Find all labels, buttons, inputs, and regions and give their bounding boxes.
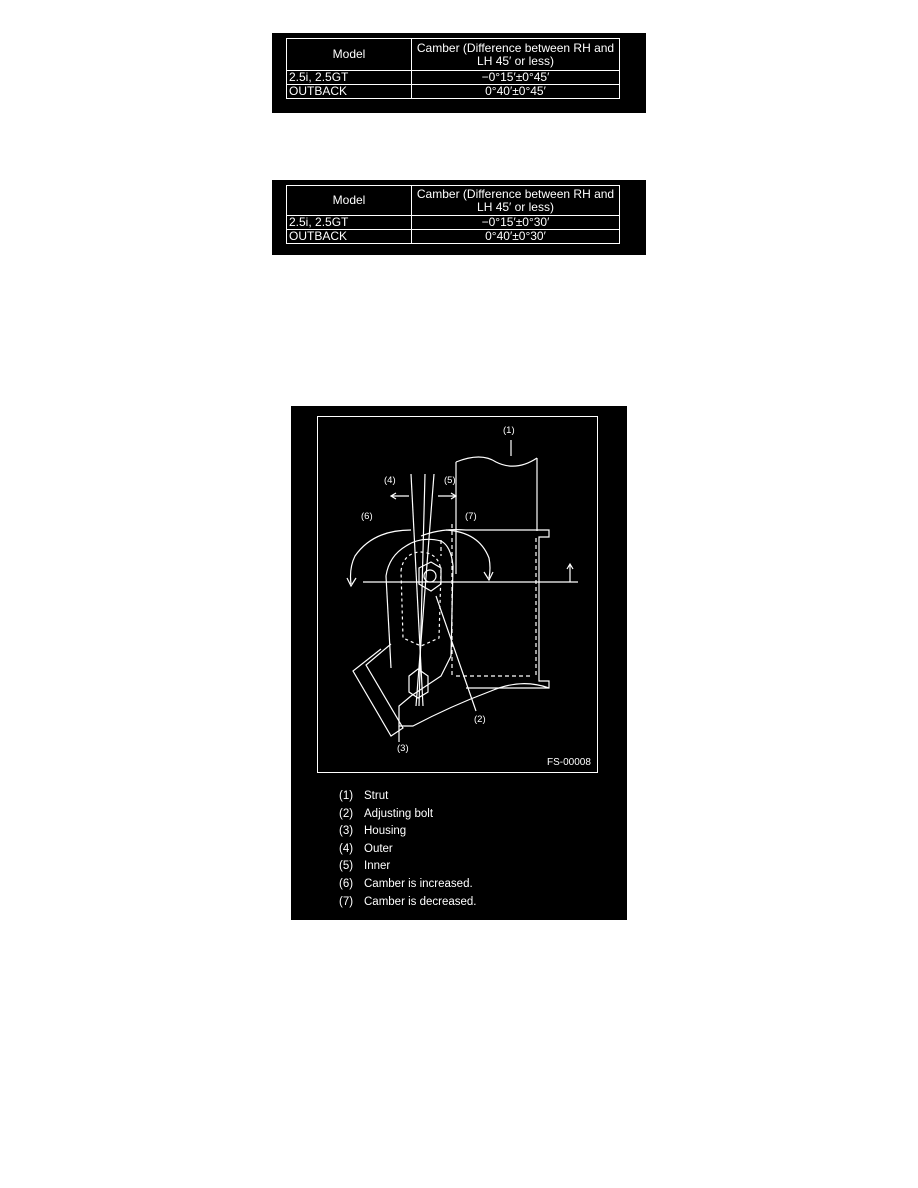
reference-arrow-up bbox=[567, 564, 573, 582]
callout-6: (6) bbox=[361, 511, 373, 522]
legend-item bbox=[339, 841, 477, 859]
callout-1: (1) bbox=[503, 425, 515, 436]
camber-adjustment-figure bbox=[291, 406, 627, 920]
legend-num: (7) bbox=[339, 895, 354, 908]
table-row bbox=[287, 216, 620, 230]
cell-camber: 0°40′±0°30′ bbox=[412, 230, 620, 244]
legend-text: Strut bbox=[364, 790, 389, 802]
legend-text: Camber is decreased. bbox=[364, 895, 477, 908]
camber-line-c bbox=[416, 474, 434, 706]
cell-model: 2.5i, 2.5GT bbox=[287, 216, 412, 230]
cell-camber: 0°40′±0°45′ bbox=[412, 85, 620, 99]
figure-legend bbox=[339, 788, 477, 911]
header-model: Model bbox=[287, 186, 412, 216]
table-row bbox=[287, 230, 620, 244]
outer-arrow bbox=[391, 493, 409, 499]
camber-line-a bbox=[411, 474, 423, 706]
cell-model: OUTBACK bbox=[287, 85, 412, 99]
table-header-row bbox=[287, 186, 620, 216]
header-camber: Camber (Difference between RH and LH 45′ or less) bbox=[412, 186, 620, 216]
callout-3: (3) bbox=[397, 743, 409, 754]
inner-arrow bbox=[438, 493, 456, 499]
callout-2: (2) bbox=[474, 714, 486, 725]
cell-camber: −0°15′±0°45′ bbox=[412, 71, 620, 85]
camber-spec-table-panel-2 bbox=[272, 180, 646, 255]
legend-num: (6) bbox=[339, 877, 354, 890]
header-model: Model bbox=[287, 39, 412, 71]
housing-outline bbox=[386, 539, 549, 726]
table-row bbox=[287, 85, 620, 99]
legend-text: Housing bbox=[364, 825, 407, 838]
legend-num: (2) bbox=[339, 807, 354, 820]
camber-spec-table-2 bbox=[286, 185, 620, 244]
callout-4: (4) bbox=[384, 475, 396, 486]
legend-text: Camber is increased. bbox=[364, 877, 473, 890]
camber-increase-arrowhead bbox=[347, 578, 356, 586]
table-header-row bbox=[287, 39, 620, 71]
legend-num: (4) bbox=[339, 842, 354, 855]
cell-model: 2.5i, 2.5GT bbox=[287, 71, 412, 85]
cell-model: OUTBACK bbox=[287, 230, 412, 244]
legend-num: (5) bbox=[339, 860, 354, 873]
legend-item bbox=[339, 894, 477, 912]
legend-text: Inner bbox=[364, 860, 391, 873]
legend-text: Outer bbox=[364, 842, 393, 855]
legend-item bbox=[339, 823, 477, 841]
leader-adjusting-bolt bbox=[436, 596, 476, 711]
camber-increase-arc bbox=[351, 530, 412, 584]
cell-camber: −0°15′±0°30′ bbox=[412, 216, 620, 230]
legend-item bbox=[339, 806, 477, 824]
camber-spec-table-panel-1 bbox=[272, 33, 646, 113]
strut-bracket-dashed-2 bbox=[441, 540, 531, 676]
legend-item bbox=[339, 858, 477, 876]
legend-num: (1) bbox=[339, 790, 354, 802]
table-row bbox=[287, 71, 620, 85]
camber-decrease-arrowhead bbox=[484, 572, 493, 580]
callout-7: (7) bbox=[465, 511, 477, 522]
header-camber: Camber (Difference between RH and LH 45′ or less) bbox=[412, 39, 620, 71]
camber-spec-table-1 bbox=[286, 38, 620, 99]
legend-num: (3) bbox=[339, 825, 354, 838]
legend-text: Adjusting bolt bbox=[364, 807, 434, 820]
figure-code: FS-00008 bbox=[547, 757, 591, 768]
legend-item bbox=[339, 788, 477, 806]
legend-item bbox=[339, 876, 477, 894]
strut-top-curve bbox=[456, 457, 537, 466]
strut-housing-diagram bbox=[291, 406, 627, 786]
callout-5: (5) bbox=[444, 475, 456, 486]
housing-left-edge bbox=[386, 576, 391, 668]
housing-flange bbox=[353, 644, 403, 736]
